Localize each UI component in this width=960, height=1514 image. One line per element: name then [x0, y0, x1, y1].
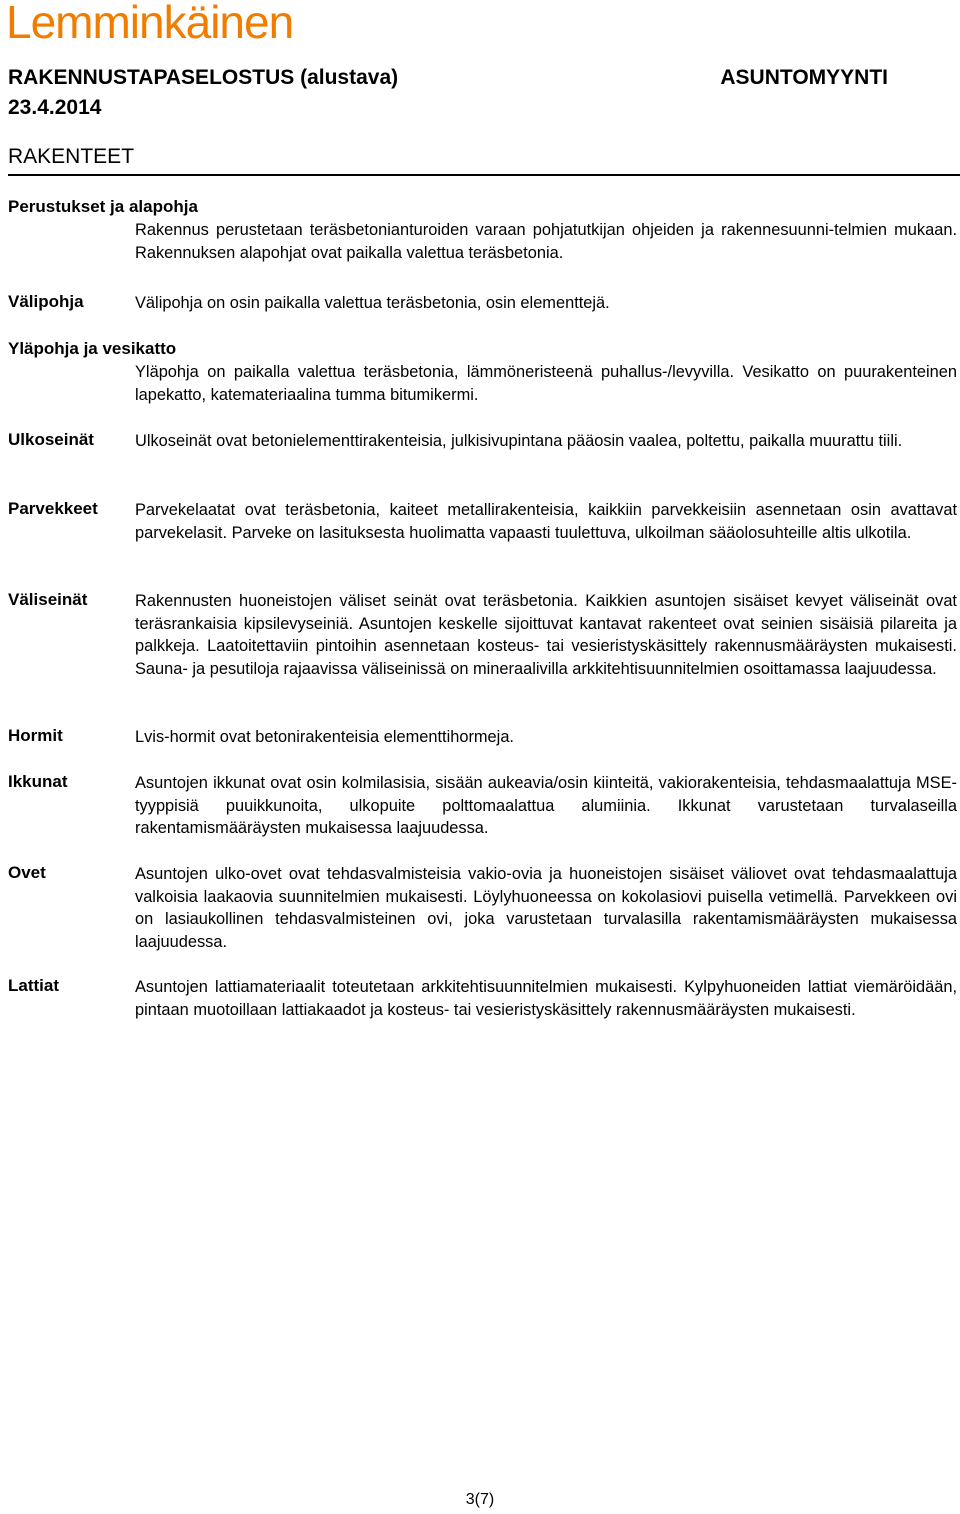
department-label: ASUNTOMYYNTI — [720, 66, 888, 89]
item-label-ylapohja: Yläpohja ja vesikatto — [8, 339, 177, 358]
company-logo — [6, 0, 294, 48]
item-label-perustukset: Perustukset ja alapohja — [8, 197, 198, 216]
page-number: 3(7) — [465, 1491, 495, 1508]
item-text-ulkoseinat: Ulkoseinät ovat betonielementtirakenteisia, julkisivupintana pääosin vaalea, poltettu, paikalla muurattu tiili. — [135, 432, 903, 450]
section-title: RAKENTEET — [8, 145, 135, 168]
item-text-hormit: Lvis-hormit ovat betonirakenteisia elementtihormeja. — [135, 728, 514, 746]
item-text-ovet: Asuntojen ulko-ovet ovat tehdasvalmisteisia vakio-ovia ja huoneistojen sisäiset väliovet ovat tehdasmaalattuja valkoisia laakaovia suunnitelmien mukaisesti. Löylyhuoneessa on kokolasiovi puisella vetimellä. Parvekkeen ovi on lasiaukollinen tehdasvalmisteinen ovi, joka varustetaan turvalasilla rakentamismääräysten mukaisessa laajuudessa. — [135, 865, 957, 951]
item-label-valiseinat: Väliseinät — [8, 590, 88, 609]
item-label-hormit: Hormit — [8, 726, 63, 745]
document-date: 23.4.2014 — [8, 96, 102, 119]
item-text-perustukset: Rakennus perustetaan teräsbetonianturoiden varaan pohjatutkijan ohjeiden ja rakennesuunni-telmien mukaan. Rakennuksen alapohjat ovat paikalla valettua teräsbetonia. — [135, 221, 957, 262]
item-label-valipohja: Välipohja — [8, 292, 84, 311]
item-label-ovet: Ovet — [8, 863, 46, 882]
item-label-ikkunat: Ikkunat — [8, 772, 68, 791]
item-text-parvekkeet: Parvekelaatat ovat teräsbetonia, kaiteet metallirakenteisia, kaikkiin parvekkeisiin asennetaan osin avattavat parvekelasit. Parveke on lasituksesta huolimatta vapaasti tuulettuva, ulkoilman sääolosuhteille altis ulkotila. — [135, 501, 957, 542]
item-text-lattiat: Asuntojen lattiamateriaalit toteutetaan arkkitehtisuunnitelmien mukaisesti. Kylpyhuoneiden lattiat viemäröidään, pintaan muotoillaan lattiakaadot ja kosteus- tai vesieristyskäsittely rakennusmääräysten mukaisesti. — [135, 978, 957, 1019]
item-text-valiseinat: Rakennusten huoneistojen väliset seinät ovat teräsbetonia. Kaikkien asuntojen sisäiset kevyet väliseinät ovat teräsrankaisia kipsilevyseiniä. Asuntojen keskelle sijoittuvat kantavat rakenteet ovat seinien sisäisiä pilareita ja palkkeja. Laatoitettaviin pintoihin asennetaan kosteus- tai vesieristyskäsittely rakennusmääräysten mukaisesti. Sauna- ja pesutiloja rajaavissa väliseinissä on mineraalivilla arkkitehtisuunnitelmien osoittamassa laajuudessa. — [135, 592, 957, 678]
item-text-valipohja: Välipohja on osin paikalla valettua teräsbetonia, osin elementtejä. — [135, 294, 610, 312]
item-label-ulkoseinat: Ulkoseinät — [8, 430, 94, 449]
item-label-lattiat: Lattiat — [8, 976, 59, 995]
document-title: RAKENNUSTAPASELOSTUS (alustava) — [8, 66, 399, 89]
item-text-ylapohja: Yläpohja on paikalla valettua teräsbetonia, lämmöneristeenä puhallus-/levyvilla. Vesikatto on puurakenteinen lapekatto, katemateriaalina tumma bitumikermi. — [135, 363, 957, 404]
item-label-parvekkeet: Parvekkeet — [8, 499, 98, 518]
section-divider — [8, 174, 960, 176]
item-text-ikkunat: Asuntojen ikkunat ovat osin kolmilasisia, sisään aukeavia/osin kiinteitä, vakiorakenteisia, tehdasmaalattuja MSE-tyyppisiä puuikkunoita, ulkopuite polttomaalattua alumiinia. Ikkunat varustetaan turvalaseilla rakentamismääräysten mukaisessa laajuudessa. — [135, 774, 957, 837]
logo-text: Lemminkäinen — [6, 0, 294, 48]
